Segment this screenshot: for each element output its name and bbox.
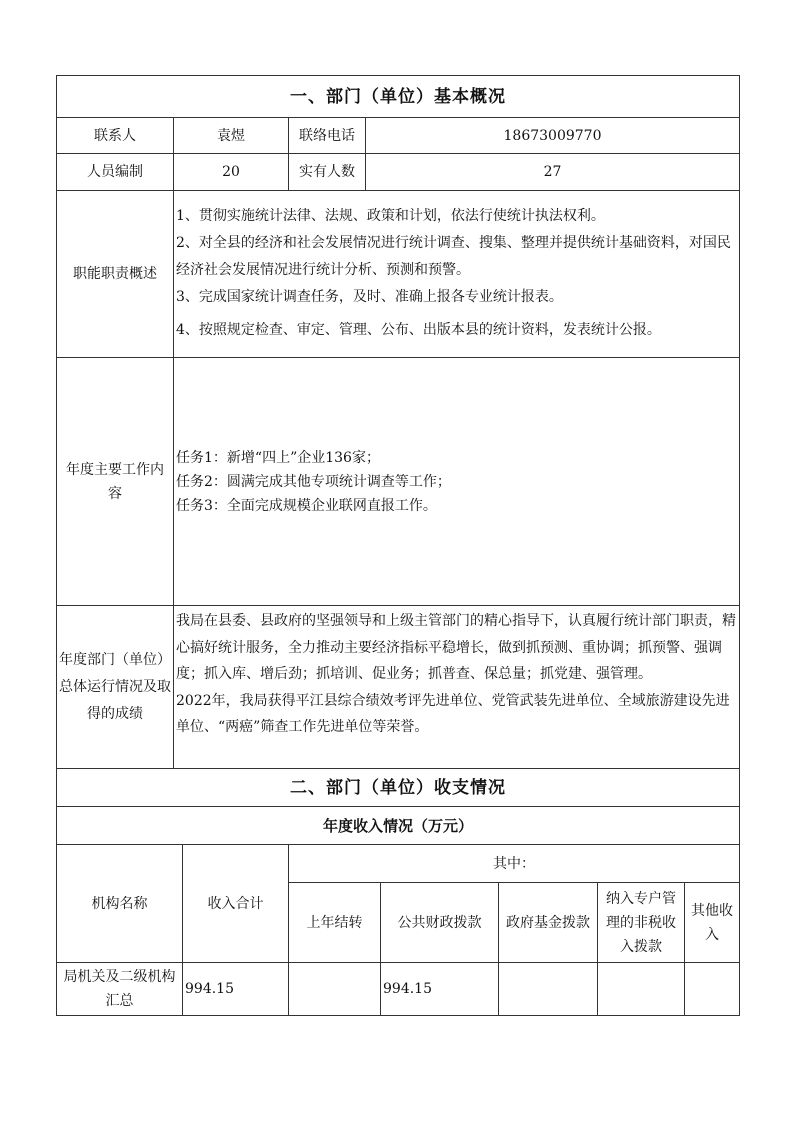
cell-public: 994.15: [380, 962, 499, 1016]
contact-value: 袁煜: [173, 117, 289, 154]
staff-label: 人员编制: [56, 153, 174, 191]
header-total: 收入合计: [182, 844, 289, 963]
header-other: 其他收入: [684, 882, 740, 963]
header-nontax: 纳入专户管理的非税收入拨款: [597, 882, 685, 963]
work-item: 任务3：全面完成规模企业联网直报工作。: [176, 497, 437, 514]
work-item: 任务1：新增“四上”企业136家；: [176, 449, 380, 466]
cell-fund: [498, 962, 598, 1016]
phone-label: 联络电话: [288, 117, 366, 154]
income-subtitle: 年度收入情况（万元）: [56, 806, 740, 845]
achieve-content: [173, 605, 740, 769]
header-fund: 政府基金拨款: [498, 882, 598, 963]
cell-other: [684, 962, 740, 1016]
cell-org: 局机关及二级机构汇总: [56, 962, 183, 1016]
duty-item: 3、完成国家统计调查任务，及时、准确上报各专业统计报表。: [176, 289, 563, 305]
work-item: 任务2：圆满完成其他专项统计调查等工作；: [176, 473, 451, 490]
overview-title: 一、部门（单位）基本概况: [56, 75, 740, 118]
work-content: [173, 357, 740, 606]
header-public: 公共财政拨款: [380, 882, 499, 963]
achieve-paragraph: 2022年，我局获得平江县综合绩效考评先进单位、党管武装先进单位、全域旅游建设先进单位、“两癌”筛查工作先进单位等荣誉。: [176, 692, 730, 735]
cell-carry: [288, 962, 381, 1016]
contact-label: 联系人: [56, 117, 174, 154]
work-label: 年度主要工作内容: [56, 357, 174, 606]
duty-item: 1、贯彻实施统计法律、法规、政策和计划，依法行使统计执法权利。: [176, 208, 605, 224]
phone-value: 18673009770: [365, 117, 740, 154]
achieve-label: 年度部门（单位）总体运行情况及取得的成绩: [56, 605, 174, 769]
achieve-paragraph: 我局在县委、县政府的坚强领导和上级主管部门的精心指导下，认真履行统计部门职责，精心搞好统计服务，全力推动主要经济指标平稳增长，做到抓预测、重协调；抓预警、强调度；抓入库、增后劲；抓培训、促业务；抓普查、保总量；抓党建、强管理。: [176, 613, 736, 682]
header-of-which: 其中：: [288, 844, 740, 883]
cell-nontax: [597, 962, 685, 1016]
cell-total: 994.15: [182, 962, 289, 1016]
finance-title: 二、部门（单位）收支情况: [56, 768, 740, 807]
header-org: 机构名称: [56, 844, 183, 963]
duties-content: [173, 190, 740, 358]
duty-item: 4、按照规定检查、审定、管理、公布、出版本县的统计资料，发表统计公报。: [176, 322, 661, 338]
actual-label: 实有人数: [288, 153, 366, 191]
staff-value: 20: [173, 153, 289, 191]
duties-label: 职能职责概述: [56, 190, 174, 358]
header-carry: 上年结转: [288, 882, 381, 963]
actual-value: 27: [365, 153, 740, 191]
duty-item: 2、对全县的经济和社会发展情况进行统计调查、搜集、整理并提供统计基础资料，对国民经济社会发展情况进行统计分析、预测和预警。: [176, 235, 731, 278]
